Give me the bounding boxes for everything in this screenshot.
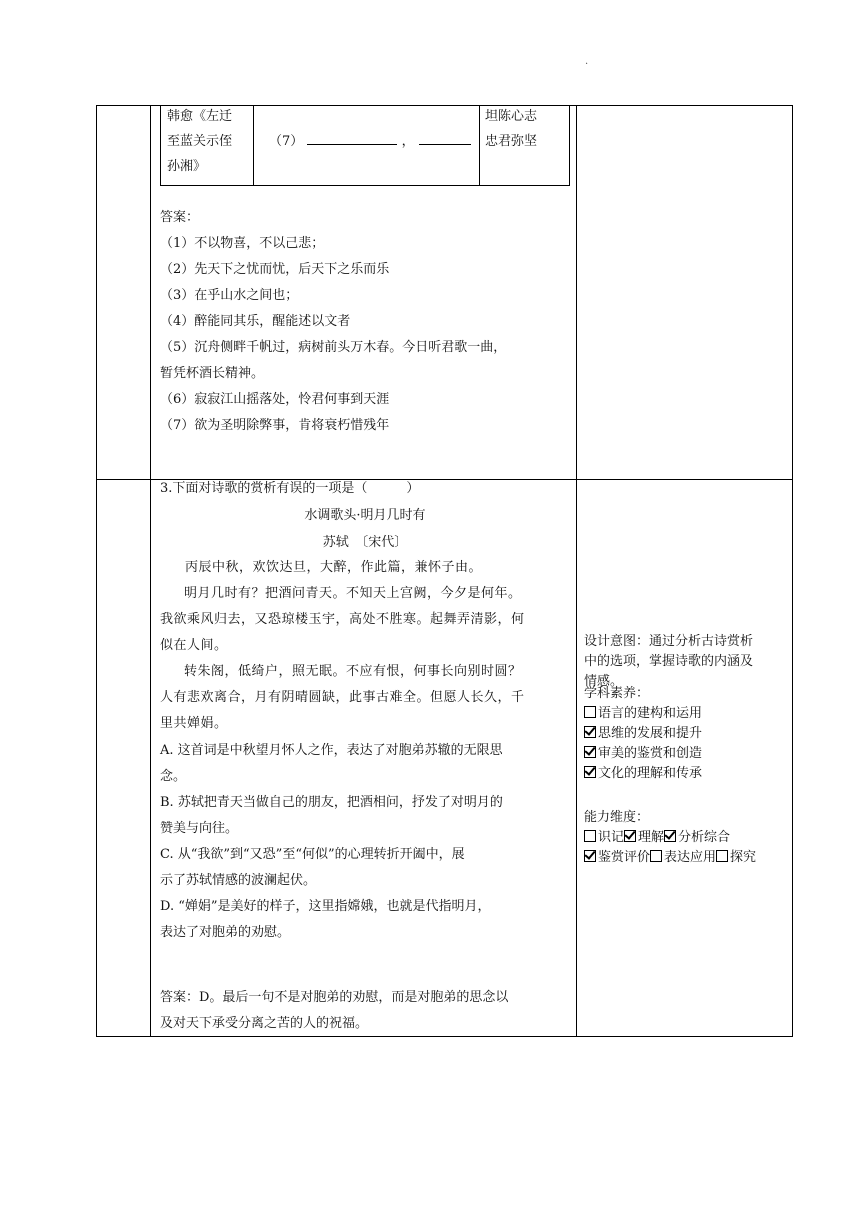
- literacy-item: [584, 704, 789, 724]
- column-divider-2: [576, 106, 577, 1036]
- poem-line: 我欲乘风归去，又恐琼楼玉宇，高处不胜寒。起舞弄清影，何: [160, 612, 525, 627]
- answer-item: （5）沉舟侧畔千帆过，病树前头万木春。今日听君歌一曲，: [160, 340, 507, 355]
- options-block: [160, 738, 503, 946]
- inner-col-divider-1: [253, 105, 254, 185]
- inner-author-line: 至蓝关示侄: [167, 134, 233, 149]
- checkbox-checked-icon[interactable]: [624, 830, 636, 842]
- checkbox-unchecked-icon[interactable]: [584, 830, 596, 842]
- blank-prefix: （7）: [269, 134, 304, 149]
- inner-col-divider-2: [479, 105, 480, 185]
- checkbox-checked-icon[interactable]: [584, 850, 596, 862]
- poem-preface: 丙辰中秋，欢饮达旦，大醉，作此篇，兼怀子由。: [185, 560, 483, 575]
- design-line: 中的选项，掌握诗歌的内涵及: [584, 654, 754, 669]
- literacy-item: [584, 764, 789, 784]
- answer-item: （3）在乎山水之间也；: [160, 288, 299, 303]
- poem-line: 似在人间。: [160, 638, 228, 653]
- column-divider-1: [150, 106, 151, 1036]
- option-line: 赞美与向往。: [160, 821, 239, 836]
- checkbox-unchecked-icon[interactable]: [716, 850, 728, 862]
- literacy-label: 文化的理解和传承: [598, 766, 703, 781]
- option-line: 示了苏轼情感的波澜起伏。: [160, 873, 317, 888]
- design-line: 情感。: [584, 674, 624, 689]
- poem-author: 苏轼 〔宋代〕: [322, 535, 408, 550]
- inner-author-cell: [167, 104, 232, 179]
- inner-author-line: 孙湘》: [167, 159, 207, 174]
- blank-comma: ，: [401, 134, 415, 149]
- option-line: A. 这首词是中秋望月怀人之作，表达了对胞弟苏辙的无限思: [160, 743, 503, 758]
- inner-blank-cell: [269, 129, 471, 154]
- ability-row: [584, 848, 789, 868]
- answer-block: [160, 985, 508, 1037]
- literacy-section: [584, 684, 789, 784]
- design-intent: [584, 632, 789, 692]
- answer-item: （7）欲为圣明除弊事，肯将衰朽惜残年: [160, 418, 390, 433]
- answer-item: （1）不以物喜，不以己悲；: [160, 236, 325, 251]
- ability-label: 探究: [730, 850, 757, 865]
- checkbox-checked-icon[interactable]: [584, 746, 596, 758]
- ability-label: 鉴赏评价: [598, 850, 651, 865]
- answer-line: 答案：D。最后一句不是对胞弟的劝慰，而是对胞弟的思念以: [160, 990, 509, 1005]
- poem-line: 人有悲欢离合，月有阴晴圆缺，此事古难全。但愿人长久，千: [160, 690, 525, 705]
- ability-label: 识记: [598, 830, 625, 845]
- poem-line: 明月几时有？把酒问青天。不知天上宫阙，今夕是何年。: [184, 586, 522, 601]
- inner-author-line: 韩愈《左迁: [167, 109, 233, 124]
- literacy-item: [584, 744, 789, 764]
- option-line: B. 苏轼把青天当做自己的朋友，把酒相问，抒发了对明月的: [160, 795, 503, 810]
- ability-section: [584, 808, 789, 868]
- poem-line: 转朱阁，低绮户，照无眠。不应有恨，何事长向别时圆？: [184, 664, 522, 679]
- answer-item: （2）先天下之忧而忧，后天下之乐而乐: [160, 262, 390, 277]
- poem-line: 里共婵娟。: [160, 716, 228, 731]
- inner-theme-cell: [485, 104, 537, 154]
- option-line: 表达了对胞弟的劝慰。: [160, 925, 291, 940]
- checkbox-unchecked-icon[interactable]: [650, 850, 662, 862]
- inner-theme-line: 坦陈心志: [485, 109, 538, 124]
- checkbox-unchecked-icon[interactable]: [584, 706, 596, 718]
- question-stem: 3.下面对诗歌的赏析有误的一项是（ ）: [160, 481, 420, 496]
- inner-theme-line: 忠君弥坚: [485, 134, 538, 149]
- inner-table: [160, 105, 570, 186]
- poem-body: [160, 581, 525, 737]
- literacy-item: [584, 724, 789, 744]
- option-line: 念。: [160, 769, 187, 784]
- poem-title: 水调歌头·明月几时有: [304, 508, 426, 523]
- literacy-title: 学科素养：: [584, 686, 650, 701]
- answer-item: （6）寂寂江山摇落处，怜君何事到天涯: [160, 392, 390, 407]
- literacy-label: 语言的建构和运用: [598, 706, 703, 721]
- design-line: 设计意图：通过分析古诗赏析: [584, 634, 754, 649]
- answers-heading: 答案：: [160, 210, 200, 225]
- option-line: C. 从“我欲”到“又恐”至“何似”的心理转折开阖中，展: [160, 847, 465, 862]
- ability-row: [584, 828, 789, 848]
- checkbox-checked-icon[interactable]: [584, 766, 596, 778]
- checkbox-checked-icon[interactable]: [584, 726, 596, 738]
- ability-label: 分析综合: [678, 830, 731, 845]
- literacy-label: 思维的发展和提升: [598, 726, 703, 741]
- answer-item: 暂凭杯酒长精神。: [160, 366, 265, 381]
- ability-title: 能力维度：: [584, 810, 650, 825]
- ability-label: 表达应用: [664, 850, 717, 865]
- page-mark: .: [585, 56, 589, 67]
- option-line: D. “婵娟”是美好的样子，这里指嫦娥，也就是代指明月，: [160, 899, 491, 914]
- literacy-label: 审美的鉴赏和创造: [598, 746, 703, 761]
- answer-line: 及对天下承受分离之苦的人的祝福。: [160, 1016, 369, 1031]
- ability-label: 理解: [638, 830, 665, 845]
- answer-item: （4）醉能同其乐，醒能述以文者: [160, 314, 351, 329]
- answers-block: [160, 205, 506, 439]
- checkbox-checked-icon[interactable]: [664, 830, 676, 842]
- blank-line-2: [419, 130, 471, 145]
- blank-line-1: [307, 130, 397, 145]
